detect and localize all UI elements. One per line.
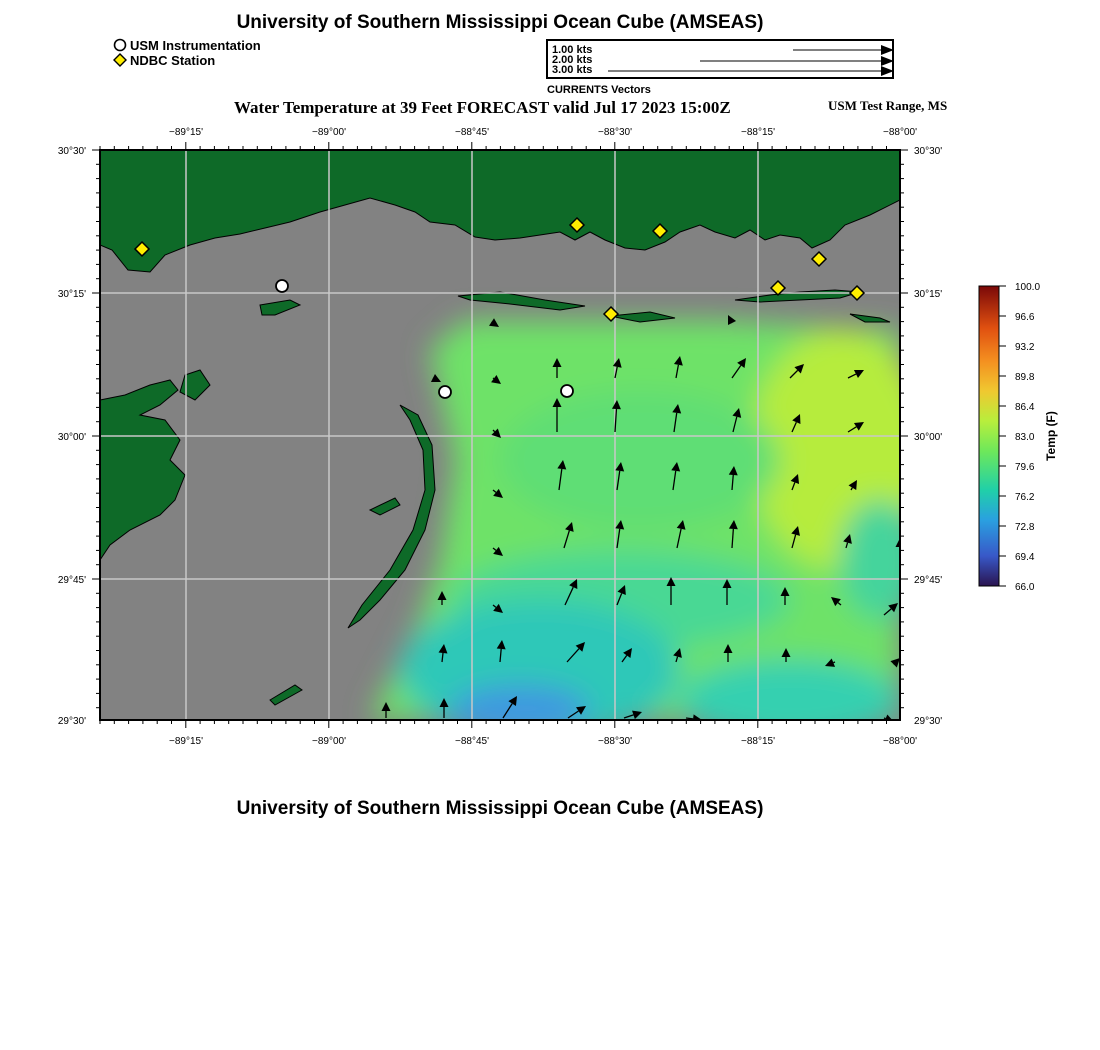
legend-ndbc-label: NDBC Station bbox=[130, 53, 216, 68]
colorbar-tick-label: 93.2 bbox=[1015, 342, 1035, 353]
colorbar-tick-label: 100.0 bbox=[1015, 282, 1041, 293]
lon-label-top: −89°15' bbox=[169, 127, 203, 138]
lon-label-bottom: −88°15' bbox=[741, 736, 775, 747]
lon-label-top: −89°00' bbox=[312, 127, 346, 138]
lat-label-left: 30°15' bbox=[57, 289, 86, 300]
colorbar-tick-label: 69.4 bbox=[1015, 552, 1035, 563]
current-vector-shaft bbox=[493, 378, 494, 379]
lat-label-right: 30°30' bbox=[914, 146, 943, 157]
lat-label-left: 30°30' bbox=[57, 146, 86, 157]
lat-label-left: 29°45' bbox=[57, 575, 86, 586]
temperature-colorbar bbox=[979, 286, 999, 586]
colorbar-tick-label: 79.6 bbox=[1015, 462, 1035, 473]
colorbar-tick-label: 86.4 bbox=[1015, 402, 1035, 413]
colorbar-tick-label: 72.8 bbox=[1015, 522, 1035, 533]
longitude-labels-top bbox=[169, 127, 917, 138]
region-label: USM Test Range, MS bbox=[828, 98, 948, 113]
lon-label-bottom: −89°00' bbox=[312, 736, 346, 747]
longitude-labels-bottom bbox=[169, 736, 917, 747]
current-vector-shaft bbox=[686, 718, 693, 719]
lat-label-right: 29°30' bbox=[914, 716, 943, 727]
vector-key-label-3: 3.00 kts bbox=[552, 64, 593, 76]
colorbar-tick-label: 76.2 bbox=[1015, 492, 1035, 503]
lon-label-bottom: −88°30' bbox=[598, 736, 632, 747]
lon-label-top: −88°30' bbox=[598, 127, 632, 138]
lat-label-left: 30°00' bbox=[57, 432, 86, 443]
vector-key-label-1: 1.00 kts bbox=[552, 44, 593, 56]
map-subtitle: Water Temperature at 39 Feet FORECAST valid Jul 17 2023 15:00Z bbox=[234, 98, 731, 117]
usm-instrument-marker[interactable] bbox=[439, 386, 451, 398]
latitude-labels-right bbox=[914, 146, 942, 727]
page-title: University of Southern Mississippi Ocean Cube (AMSEAS) bbox=[236, 12, 764, 33]
usm-instrument-marker[interactable] bbox=[276, 280, 288, 292]
vector-key-label-2: 2.00 kts bbox=[552, 54, 593, 66]
lat-label-right: 30°00' bbox=[914, 432, 943, 443]
footer-title: University of Southern Mississippi Ocean Cube (AMSEAS) bbox=[236, 798, 764, 819]
lat-label-right: 30°15' bbox=[914, 289, 943, 300]
colorbar-tick-label: 96.6 bbox=[1015, 312, 1035, 323]
legend-usm-label: USM Instrumentation bbox=[130, 38, 261, 53]
colorbar-tick-label: 66.0 bbox=[1015, 582, 1035, 593]
colorbar-tick-label: 83.0 bbox=[1015, 432, 1035, 443]
colorbar-tick-label: 89.8 bbox=[1015, 372, 1035, 383]
usm-instrument-marker[interactable] bbox=[561, 385, 573, 397]
colorbar-ticks bbox=[999, 286, 1006, 586]
lon-label-top: −88°45' bbox=[455, 127, 489, 138]
currents-vectors-caption: CURRENTS Vectors bbox=[547, 84, 651, 96]
lon-label-bottom: −88°45' bbox=[455, 736, 489, 747]
latitude-labels-left bbox=[58, 146, 86, 727]
temperature-field bbox=[370, 320, 930, 740]
lon-label-top: −88°00' bbox=[883, 127, 917, 138]
lat-label-right: 29°45' bbox=[914, 575, 943, 586]
colorbar-title: Temp (F) bbox=[1044, 411, 1058, 461]
lon-label-top: −88°15' bbox=[741, 127, 775, 138]
lat-label-left: 29°30' bbox=[57, 716, 86, 727]
lon-label-bottom: −88°00' bbox=[883, 736, 917, 747]
current-vector-shaft bbox=[884, 718, 886, 719]
colorbar-tick-labels bbox=[1015, 282, 1040, 593]
current-vector-shaft bbox=[833, 662, 835, 663]
lon-label-bottom: −89°15' bbox=[169, 736, 203, 747]
